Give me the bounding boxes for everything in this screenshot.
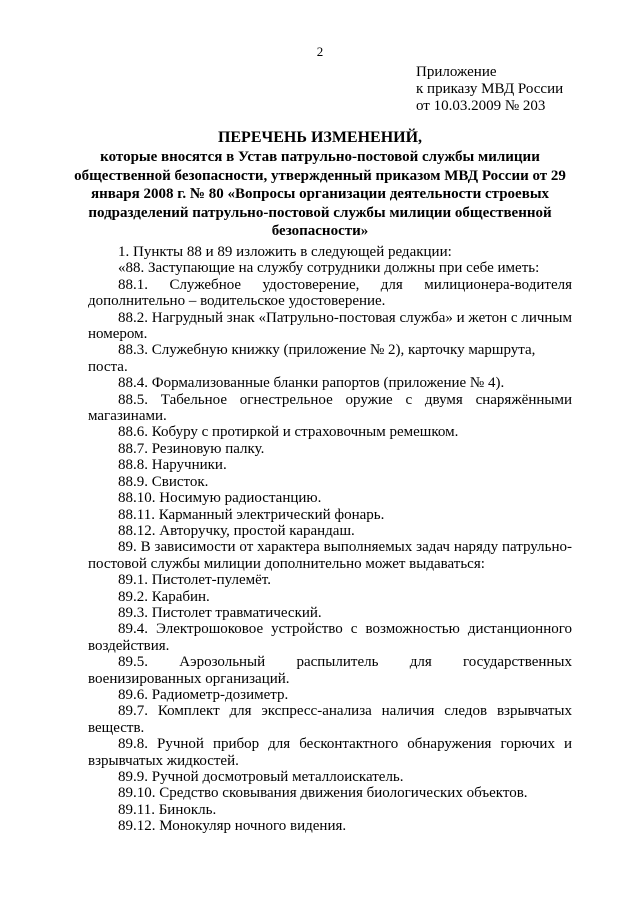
document-title	[60, 128, 580, 241]
paragraph: 89. В зависимости от характера выполняемых задач наряду патрульно-постовой службы милиции дополнительно может выдаваться:	[88, 539, 572, 572]
paragraph: 88.7. Резиновую палку.	[118, 440, 265, 457]
paragraph: 89.10. Средство сковывания движения биологических объектов.	[118, 785, 528, 802]
paragraph: 89.11. Бинокль.	[118, 801, 217, 818]
paragraph: 89.4. Электрошоковое устройство с возможностью дистанционного воздействия.	[88, 621, 572, 654]
paragraph: 88.9. Свисток.	[118, 473, 209, 490]
paragraph: 88.11. Карманный электрический фонарь.	[118, 506, 385, 523]
paragraph: 89.1. Пистолет-пулемёт.	[118, 572, 271, 589]
paragraph: 89.6. Радиометр-дозиметр.	[118, 686, 289, 703]
paragraph: 88.4. Формализованные бланки рапортов (приложение № 4).	[118, 375, 505, 392]
title-main: ПЕРЕЧЕНЬ ИЗМЕНЕНИЙ,	[217, 129, 423, 146]
paragraph: 89.5. Аэрозольный распылитель для государственных военизированных организаций.	[88, 654, 572, 687]
paragraph: 1. Пункты 88 и 89 изложить в следующей редакции:	[118, 244, 452, 260]
paragraph: 88.3. Служебную книжку (приложение № 2), карточку маршрута, поста.	[88, 342, 536, 375]
paragraph: 89.8. Ручной прибор для бесконтактного обнаружения горючих и взрывчатых жидкостей.	[88, 736, 572, 769]
paragraph: 88.2. Нагрудный знак «Патрульно-постовая служба» и жетон с личным номером.	[88, 309, 572, 343]
document-body	[88, 244, 572, 835]
paragraph: 88.10. Носимую радиостанцию.	[118, 490, 322, 507]
paragraph: 88.12. Авторучку, простой карандаш.	[118, 522, 355, 539]
appendix-line-3: от 10.03.2009 № 203	[416, 98, 546, 114]
paragraph: 88.8. Наручники.	[118, 457, 227, 474]
page-number: 2	[316, 44, 324, 59]
paragraph: «88. Заступающие на службу сотрудники должны при себе иметь:	[118, 260, 540, 277]
paragraph: 89.9. Ручной досмотровый металлоискатель.	[118, 769, 404, 785]
appendix-line-2: к приказу МВД России	[416, 81, 564, 97]
paragraph: 89.7. Комплект для экспресс-анализа наличия следов взрывчатых веществ.	[88, 703, 572, 736]
paragraph: 88.5. Табельное огнестрельное оружие с двумя снаряжёнными магазинами.	[88, 391, 572, 425]
paragraph: 89.3. Пистолет травматический.	[118, 604, 322, 621]
appendix-line-1: Приложение	[416, 64, 497, 80]
paragraph: 89.12. Монокуляр ночного видения.	[118, 818, 347, 835]
appendix-note	[416, 64, 563, 115]
paragraph: 88.1. Служебное удостоверение, для милиционера-водителя дополнительно – водительское удостоверение.	[88, 276, 572, 310]
paragraph: 88.6. Кобуру с протиркой и страховочным ремешком.	[118, 424, 459, 441]
title-subtitle: которые вносятся в Устав патрульно-постовой службы милиции общественной безопасности, утвержденный приказом МВД России от 29 января 2008 г. № 80 «Вопросы организации деятельности строевых подразделений патрульно-постовой службы милиции общественной безопасности»	[74, 149, 566, 240]
paragraph: 89.2. Карабин.	[118, 588, 210, 605]
